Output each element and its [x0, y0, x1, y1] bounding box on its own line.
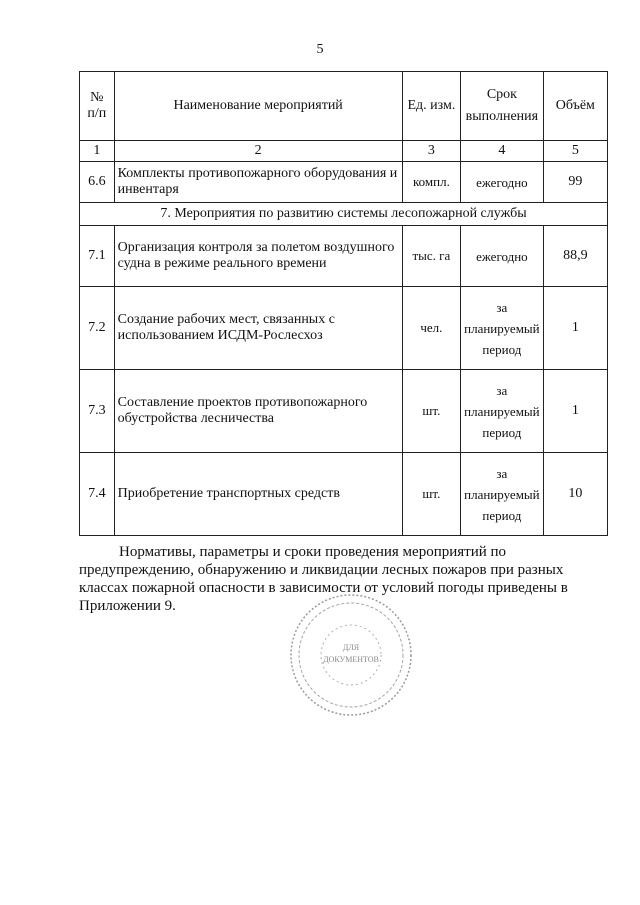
table-row: [80, 162, 608, 203]
table-header-row: [80, 72, 608, 141]
row-unit: тыс. га: [402, 226, 460, 287]
row-unit: чел.: [402, 287, 460, 370]
row-term: ежегодно: [461, 226, 543, 287]
row-name: Составление проектов противопожарного обустройства лесничества: [114, 370, 402, 453]
row-num: 6.6: [80, 162, 115, 203]
col-number: 2: [114, 141, 402, 162]
row-name: Приобретение транспортных средств: [114, 453, 402, 536]
table-row: [80, 453, 608, 536]
row-num: 7.1: [80, 226, 115, 287]
section-row: [80, 203, 608, 226]
row-term: за планируемый период: [461, 453, 543, 536]
row-term: за планируемый период: [461, 370, 543, 453]
stamp-text-line-2: ДОКУМЕНТОВ: [323, 655, 379, 664]
row-name: Комплекты противопожарного оборудования и инвентаря: [114, 162, 402, 203]
row-unit: шт.: [402, 453, 460, 536]
row-num: 7.4: [80, 453, 115, 536]
stamp-text-line-1: ДЛЯ: [342, 643, 360, 652]
header-term: Срок выполнения: [461, 72, 543, 141]
section-title: 7. Мероприятия по развитию системы лесопожарной службы: [80, 203, 608, 226]
header-name: Наименование мероприятий: [114, 72, 402, 141]
table-row: [80, 370, 608, 453]
row-num: 7.2: [80, 287, 115, 370]
row-term: за планируемый период: [461, 287, 543, 370]
row-term: ежегодно: [461, 162, 543, 203]
row-num: 7.3: [80, 370, 115, 453]
row-name: Создание рабочих мест, связанных с использованием ИСДМ-Рослесхоз: [114, 287, 402, 370]
col-number: 1: [80, 141, 115, 162]
row-name: Организация контроля за полетом воздушного судна в режиме реального времени: [114, 226, 402, 287]
row-volume: 99: [543, 162, 607, 203]
footnote-paragraph: Нормативы, параметры и сроки проведения мероприятий по предупреждению, обнаружению и ликвидации лесных пожаров при разных классах пожарной опасности в зависимости от условий погоды приведены в Приложении 9.: [79, 544, 568, 614]
column-numbers-row: [80, 141, 608, 162]
stamp-seal: [286, 590, 416, 720]
row-unit: компл.: [402, 162, 460, 203]
row-unit: шт.: [402, 370, 460, 453]
col-number: 5: [543, 141, 607, 162]
table-row: [80, 287, 608, 370]
row-volume: 1: [543, 287, 607, 370]
header-num: № п/п: [80, 72, 115, 141]
row-volume: 1: [543, 370, 607, 453]
row-volume: 88,9: [543, 226, 607, 287]
measures-table: [79, 71, 608, 536]
col-number: 3: [402, 141, 460, 162]
page-number: 5: [316, 42, 324, 57]
row-volume: 10: [543, 453, 607, 536]
col-number: 4: [461, 141, 543, 162]
header-volume: Объём: [543, 72, 607, 141]
table-row: [80, 226, 608, 287]
header-unit: Ед. изм.: [402, 72, 460, 141]
